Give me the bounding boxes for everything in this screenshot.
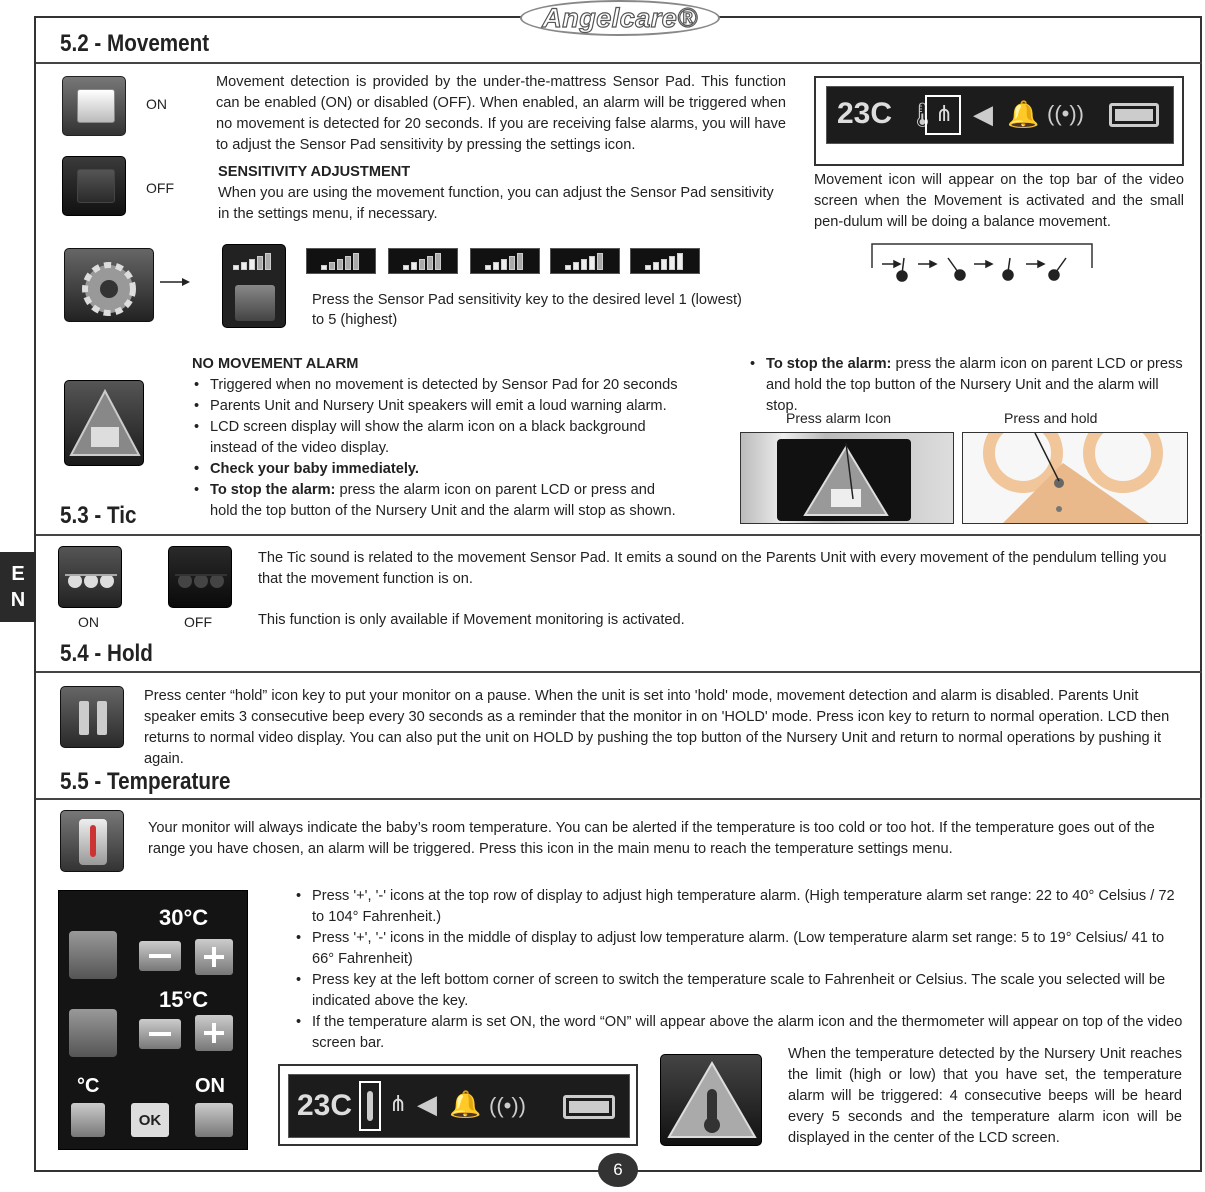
section-rule (36, 671, 1202, 673)
parent-unit-photo (740, 432, 954, 524)
hold-icon[interactable] (60, 686, 124, 748)
lcd-temperature: 23C (297, 1089, 353, 1122)
pendulum-icon: ⋔ (389, 1091, 408, 1116)
battery-icon (563, 1095, 615, 1119)
movement-icon-highlight (925, 95, 961, 135)
sensitivity-level-icon (233, 253, 277, 273)
sensitivity-level-3[interactable] (470, 248, 540, 274)
high-plus-button[interactable] (195, 939, 233, 975)
sensitivity-level-2[interactable] (388, 248, 458, 274)
temperature-item: • Press '+', '-' icons at the top row of display to adjust high temperature alarm. (High temperature alarm set range: 22 to 40° Celsius / 72 to 104° Fahrenheit.) (312, 886, 1188, 928)
tic-text-1: The Tic sound is related to the movement Sensor Pad. It emits a sound on the Parents Unit with every movement of the pendulum telling you that the movement function is on. (258, 550, 1167, 587)
section-title-temperature: 5.5 - Temperature (60, 768, 231, 795)
lcd-caption: Movement icon will appear on the top bar of the video screen when the Movement is activated and the small pen-dulum will be doing a balance movement. (814, 172, 1184, 230)
high-minus-button[interactable] (139, 941, 181, 971)
lcd-screenshot-temperature (278, 1064, 638, 1146)
sensor-pad-sensitivity-key[interactable] (222, 244, 286, 328)
section-rule (36, 534, 1202, 536)
temperature-menu-icon[interactable] (60, 810, 124, 872)
section-title-tic: 5.3 - Tic (60, 502, 137, 529)
lcd-top-bar (288, 1074, 630, 1138)
tic-on-icon[interactable] (58, 546, 122, 608)
sensitivity-text: When you are using the movement function, you can adjust the Sensor Pad sensitivity in the settings menu, if necessary. (218, 185, 774, 222)
tic-on-label: ON (78, 614, 99, 630)
alarm-triangle-icon[interactable] (801, 443, 891, 519)
bell-icon: 🔔 (449, 1089, 482, 1119)
alarm-bell-button[interactable] (195, 1103, 233, 1137)
speaker-icon: ◀ (973, 99, 993, 129)
settings-gear-icon[interactable] (64, 248, 154, 322)
movement-off-label: OFF (146, 180, 174, 196)
sensitivity-level-1[interactable] (306, 248, 376, 274)
thermometer-icon-highlight (359, 1081, 381, 1131)
temperature-alarm-caption: When the temperature detected by the Nursery Unit reaches the limit (high or low) that you have set, the temperature alarm will be triggered: 4 consecutive beeps will be heard every 5 seconds and the temperature alarm icon will be displayed in the center of the LCD screen. (788, 1046, 1182, 1146)
speaker-icon: ◀ (417, 1089, 437, 1119)
alarm-on-label: ON (195, 1075, 225, 1097)
angelcare-logo: Angelcare® (520, 0, 720, 36)
signal-icon: ((•)) (489, 1093, 527, 1118)
no-movement-item: • Triggered when no movement is detected by Sensor Pad for 20 seconds (210, 375, 682, 396)
no-movement-item: • Parents Unit and Nursery Unit speakers will emit a loud warning alarm. (210, 396, 682, 417)
lcd-screenshot (814, 76, 1184, 166)
thermometer-icon: 🌡 (907, 102, 938, 129)
low-plus-button[interactable] (195, 1015, 233, 1051)
lcd-temperature: 23C (837, 97, 893, 130)
temperature-item: • Press key at the left bottom corner of screen to switch the temperature scale to Fahrenheit or Celsius. The scale you selected will be indicated above the key. (312, 970, 1188, 1012)
section-rule (36, 62, 1202, 64)
scale-label: °C (77, 1075, 100, 1097)
check-baby-item: • Check your baby immediately. (210, 459, 682, 480)
lcd-top-bar (826, 86, 1174, 144)
movement-on-label: ON (146, 96, 167, 112)
sensitivity-key-text-1: Press the Sensor Pad sensitivity key to the desired level 1 (lowest) (312, 292, 742, 308)
low-thermometer-icon (69, 1009, 117, 1057)
sensitivity-level-4[interactable] (550, 248, 620, 274)
temperature-item: • Press '+', '-' icons in the middle of display to adjust low temperature alarm. (Low temperature alarm set range: 5 to 19° Celsius/ 41 to 66° Fahrenheit) (312, 928, 1188, 970)
no-movement-item: • LCD screen display will show the alarm icon on a black background instead of the video display. (210, 417, 682, 459)
sensitivity-level-5[interactable] (630, 248, 700, 274)
nursery-unit-photo (962, 432, 1188, 524)
movement-on-icon[interactable] (62, 76, 126, 136)
language-tab: E N (0, 552, 36, 622)
high-temp-value: 30°C (159, 905, 209, 930)
no-movement-alarm-block (192, 354, 682, 522)
tic-text-2: This function is only available if Movement monitoring is activated. (258, 612, 685, 628)
stop-alarm-right: • To stop the alarm: press the alarm icon on parent LCD or press and hold the top button of the Nursery Unit and the alarm will stop. (748, 354, 1188, 417)
temperature-alarm-icon[interactable] (660, 1054, 762, 1146)
temperature-intro: Your monitor will always indicate the baby’s room temperature. You can be alerted if the temperature is too cold or too hot. If the temperature goes out of the range you have chosen, an alarm will be triggered. Press this icon in the main menu to reach the temperature settings menu. (148, 820, 1155, 857)
signal-icon: ((•)) (1047, 101, 1085, 126)
temperature-settings-screen (58, 890, 248, 1150)
ok-button[interactable]: OK (131, 1103, 169, 1137)
section-rule (36, 798, 1202, 800)
movement-intro: Movement detection is provided by the under-the-mattress Sensor Pad. This function can be enabled (ON) or disabled (OFF). When enabled, an alarm will be triggered when no movement is detected for 20 seconds. If you are receiving false alarms, you will have to adjust the Sensor Pad sensitivity by pressing the settings icon. (216, 74, 786, 153)
arrow-right-icon (160, 276, 192, 288)
no-movement-alarm-icon[interactable] (64, 380, 144, 466)
tic-off-label: OFF (184, 614, 212, 630)
press-alarm-icon-label: Press alarm Icon (786, 410, 892, 426)
pendulum-icon: ⋔ (935, 101, 954, 126)
tic-off-icon[interactable] (168, 546, 232, 608)
section-title-movement: 5.2 - Movement (60, 30, 210, 57)
page-number: 6 (598, 1153, 638, 1187)
stop-alarm-item: • To stop the alarm: press the alarm icon on parent LCD or press and hold the top button of the Nursery Unit and the alarm will stop as shown. (210, 480, 682, 522)
movement-off-icon[interactable] (62, 156, 126, 216)
press-and-hold-label: Press and hold (1004, 410, 1098, 426)
bell-icon: 🔔 (1007, 99, 1040, 129)
no-movement-title: NO MOVEMENT ALARM (192, 356, 359, 372)
temperature-instructions (284, 886, 1188, 1054)
battery-icon (1109, 103, 1159, 127)
pendulum-diagram (870, 240, 1100, 286)
section-title-hold: 5.4 - Hold (60, 640, 153, 667)
hold-text: Press center “hold” icon key to put your monitor on a pause. When the unit is set into 'hold' mode, movement detection and alarm is disabled. Parents Unit speaker emits 3 consecutive beep every 30 seconds as a reminder that the monitor in on 'HOLD' mode. Press icon key to return to normal operation. LCD then returns to normal video display. You can also put the unit on HOLD by pushing the top button of the Nursery Unit and return to normal operations by pushing it again. (144, 688, 1170, 767)
sensor-pad-icon (235, 285, 275, 321)
low-minus-button[interactable] (139, 1019, 181, 1049)
sensitivity-title: SENSITIVITY ADJUSTMENT (218, 164, 411, 180)
low-temp-value: 15°C (159, 987, 209, 1012)
high-thermometer-icon (69, 931, 117, 979)
sensitivity-key-text-2: to 5 (highest) (312, 312, 398, 328)
temperature-item: • If the temperature alarm is set ON, the word “ON” will appear above the alarm icon and the thermometer will appear on top of the video screen bar. (312, 1012, 1188, 1054)
scale-switch-button[interactable] (71, 1103, 105, 1137)
